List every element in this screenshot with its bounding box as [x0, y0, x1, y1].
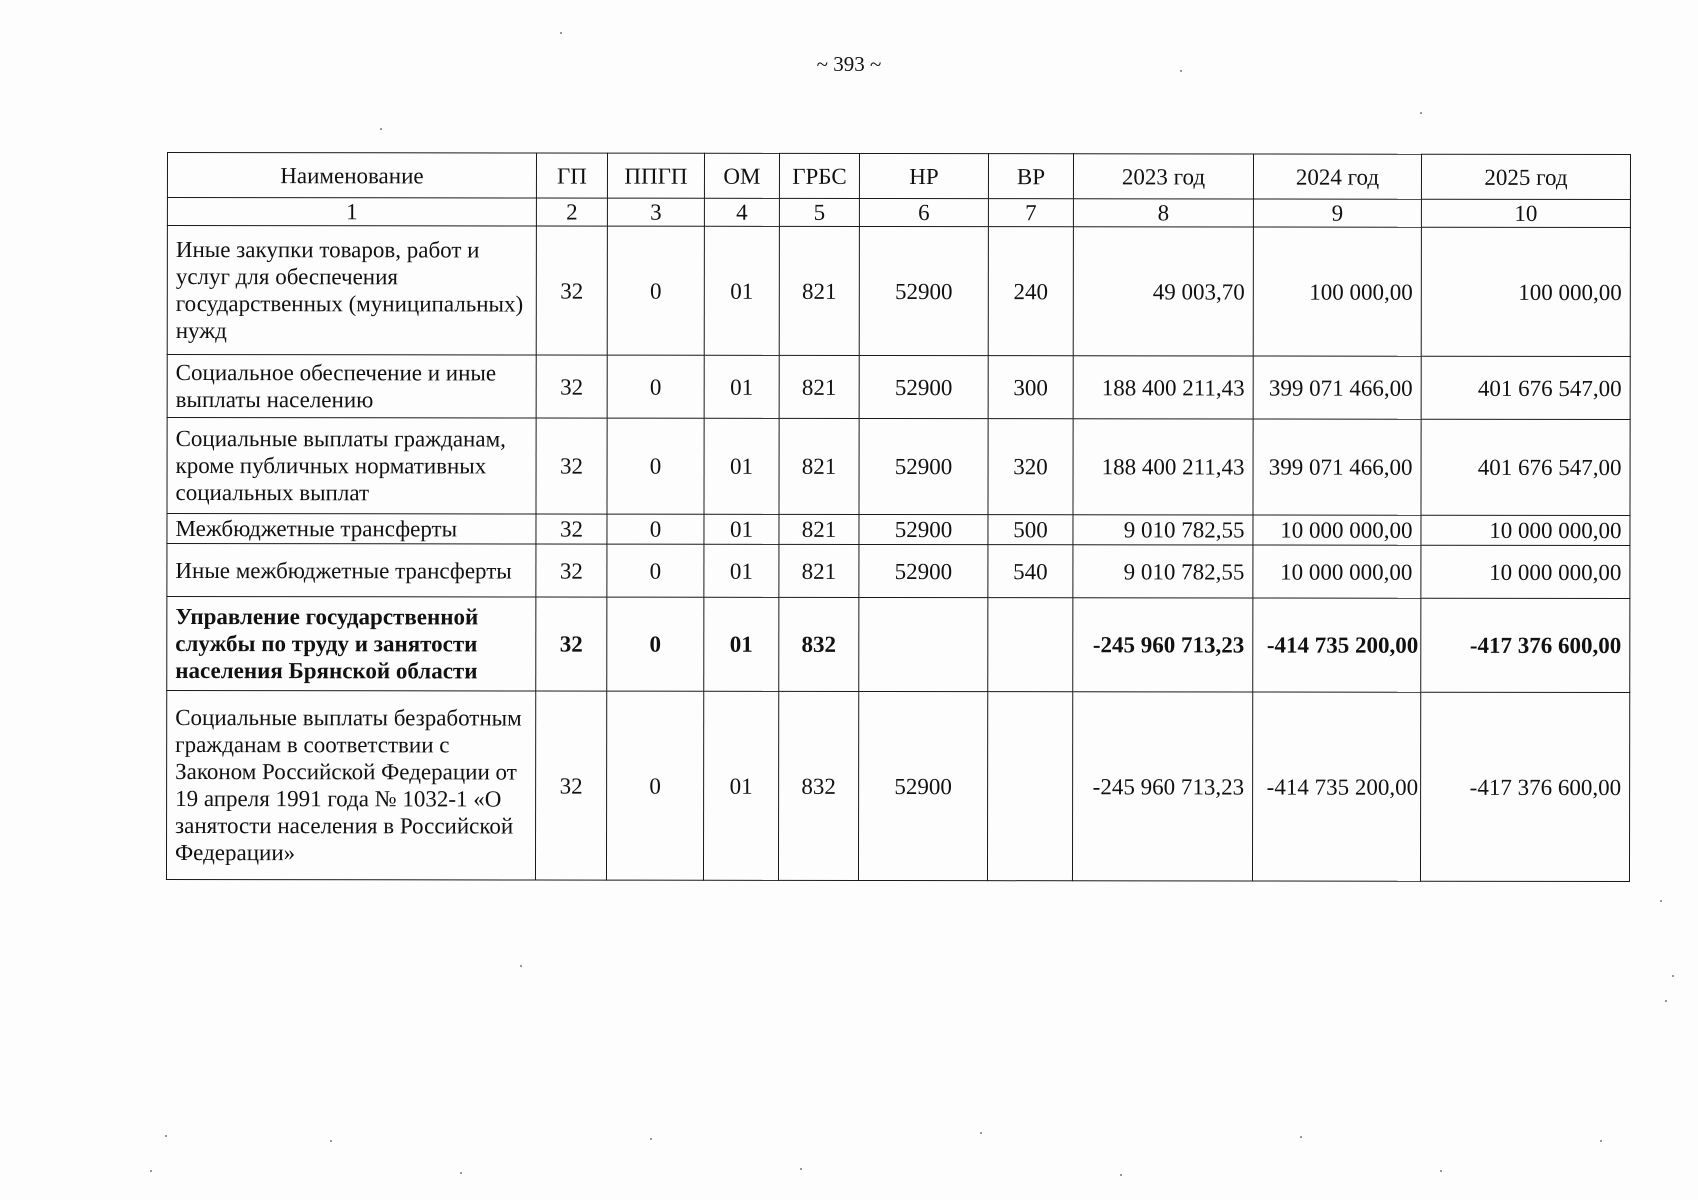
cell-vr: 320: [988, 419, 1073, 515]
column-number: 3: [607, 198, 704, 226]
column-number: 2: [536, 198, 607, 226]
cell-2023: 188 400 211,43: [1073, 356, 1253, 419]
cell-2025: 100 000,00: [1421, 227, 1630, 356]
cell-om: 01: [703, 691, 778, 880]
scan-speck: [1660, 900, 1662, 902]
cell-2024: 100 000,00: [1253, 227, 1421, 356]
cell-grbs: 832: [778, 691, 858, 880]
cell-nr: 52900: [859, 226, 988, 355]
cell-2025: 401 676 547,00: [1421, 419, 1630, 515]
cell-2024: 399 071 466,00: [1253, 419, 1421, 515]
table-row: [167, 418, 1630, 516]
column-number: 5: [779, 198, 859, 226]
cell-nr: 52900: [859, 418, 988, 514]
scan-speck: [650, 1138, 652, 1140]
table-row: [167, 226, 1630, 357]
header-cell: Наименование: [167, 153, 536, 199]
cell-2025: -417 376 600,00: [1420, 692, 1629, 881]
cell-nr: 52900: [859, 544, 988, 597]
header-cell: ГРБС: [779, 153, 859, 198]
cell-gp: 32: [535, 691, 606, 880]
column-number: 8: [1073, 199, 1253, 227]
header-cell: ВР: [988, 154, 1073, 199]
cell-grbs: 832: [779, 597, 859, 691]
scan-speck: [800, 1168, 802, 1170]
header-cell: 2025 год: [1421, 154, 1630, 199]
column-number: 4: [704, 198, 779, 226]
cell-om: 01: [704, 355, 779, 418]
cell-2023: 9 010 782,55: [1073, 545, 1253, 598]
cell-2023: -245 960 713,23: [1073, 598, 1253, 692]
cell-vr: 540: [988, 545, 1073, 598]
cell-ppgp: 0: [607, 544, 704, 597]
column-number: 7: [988, 199, 1073, 227]
header-cell: НР: [859, 153, 988, 198]
cell-om: 01: [704, 544, 779, 597]
scan-speck: [520, 965, 522, 967]
table-row-section-total: [167, 597, 1630, 693]
cell-2024: 399 071 466,00: [1253, 356, 1421, 419]
header-cell: 2023 год: [1073, 154, 1253, 199]
cell-ppgp: 0: [607, 597, 704, 691]
cell-gp: 32: [536, 355, 607, 418]
cell-om: 01: [704, 514, 779, 544]
table-row: [166, 691, 1629, 882]
cell-nr: 52900: [859, 514, 988, 544]
cell-grbs: 821: [779, 514, 859, 544]
scan-speck: [1120, 1174, 1122, 1176]
cell-2024: 10 000 000,00: [1253, 545, 1421, 598]
scan-speck: [1672, 975, 1674, 977]
row-name: Межбюджетные трансферты: [167, 514, 536, 545]
cell-ppgp: 0: [606, 691, 703, 880]
scan-speck: [150, 1170, 152, 1172]
column-number: 6: [859, 198, 988, 226]
header-cell: ОМ: [704, 153, 779, 198]
cell-gp: 32: [536, 226, 607, 355]
column-number: 9: [1253, 199, 1421, 227]
cell-om: 01: [704, 418, 779, 514]
cell-gp: 32: [536, 514, 607, 544]
cell-vr: [988, 598, 1073, 692]
scan-speck: [1180, 70, 1182, 72]
header-cell: ППГП: [607, 153, 704, 198]
cell-2024: -414 735 200,00: [1253, 598, 1421, 692]
cell-gp: 32: [536, 418, 607, 514]
scan-speck: [1440, 1170, 1442, 1172]
column-number: 10: [1421, 199, 1630, 227]
row-name: Социальное обеспечение и иные выплаты населению: [167, 355, 536, 419]
header-cell: 2024 год: [1253, 154, 1421, 199]
cell-2025: 10 000 000,00: [1421, 515, 1630, 545]
cell-2025: 10 000 000,00: [1421, 545, 1630, 598]
cell-nr: 52900: [858, 691, 987, 880]
row-name: Иные межбюджетные трансферты: [167, 544, 536, 598]
scan-speck: [560, 32, 562, 34]
cell-2024: -414 735 200,00: [1252, 692, 1420, 881]
cell-om: 01: [704, 226, 779, 355]
column-number-row: [167, 198, 1630, 228]
cell-2023: 188 400 211,43: [1073, 419, 1253, 515]
row-name: Управление государственной службы по труду и занятости населения Брянской области: [167, 597, 536, 692]
cell-vr: 500: [988, 515, 1073, 545]
cell-grbs: 821: [779, 355, 859, 418]
cell-grbs: 821: [779, 544, 859, 597]
cell-2025: 401 676 547,00: [1421, 356, 1630, 419]
cell-2023: -245 960 713,23: [1072, 692, 1252, 881]
header-row: [167, 153, 1630, 200]
cell-ppgp: 0: [607, 418, 704, 514]
cell-ppgp: 0: [607, 226, 704, 355]
cell-ppgp: 0: [607, 514, 704, 544]
cell-2024: 10 000 000,00: [1253, 515, 1421, 545]
cell-gp: 32: [536, 544, 607, 597]
scan-speck: [1420, 112, 1422, 114]
table-row: [167, 514, 1630, 546]
cell-vr: 300: [988, 356, 1073, 419]
cell-ppgp: 0: [607, 355, 704, 418]
scan-speck: [1665, 1000, 1667, 1002]
scan-speck: [460, 1172, 462, 1174]
budget-table: [166, 152, 1631, 882]
cell-vr: [987, 692, 1072, 881]
scan-speck: [165, 1135, 167, 1137]
scan-speck: [1600, 1140, 1602, 1142]
cell-nr: 52900: [859, 355, 988, 418]
scan-speck: [980, 1132, 982, 1134]
row-name: Иные закупки товаров, работ и услуг для обеспечения государственных (муниципальных) нужд: [167, 226, 536, 356]
cell-grbs: 821: [779, 226, 859, 355]
scan-speck: [380, 128, 382, 130]
cell-om: 01: [704, 597, 779, 691]
header-cell: ГП: [536, 153, 607, 198]
scan-speck: [330, 1140, 332, 1142]
cell-2023: 49 003,70: [1073, 227, 1253, 356]
row-name: Социальные выплаты безработным гражданам в соответствии с Законом Российской Федерации от 19 апреля 1991 года № 1032-1 «О занятости населения в Российской Федерации»: [166, 691, 535, 881]
cell-nr: [859, 597, 988, 691]
column-number: 1: [167, 198, 536, 227]
table-row: [167, 544, 1630, 599]
cell-grbs: 821: [779, 418, 859, 514]
cell-vr: 240: [988, 227, 1073, 356]
cell-2023: 9 010 782,55: [1073, 515, 1253, 545]
scan-speck: [1300, 1136, 1302, 1138]
row-name: Социальные выплаты гражданам, кроме публичных нормативных социальных выплат: [167, 418, 536, 515]
table-row: [167, 355, 1630, 420]
page-number: ~ 393 ~: [816, 52, 882, 76]
cell-gp: 32: [536, 597, 607, 691]
cell-2025: -417 376 600,00: [1421, 598, 1630, 692]
